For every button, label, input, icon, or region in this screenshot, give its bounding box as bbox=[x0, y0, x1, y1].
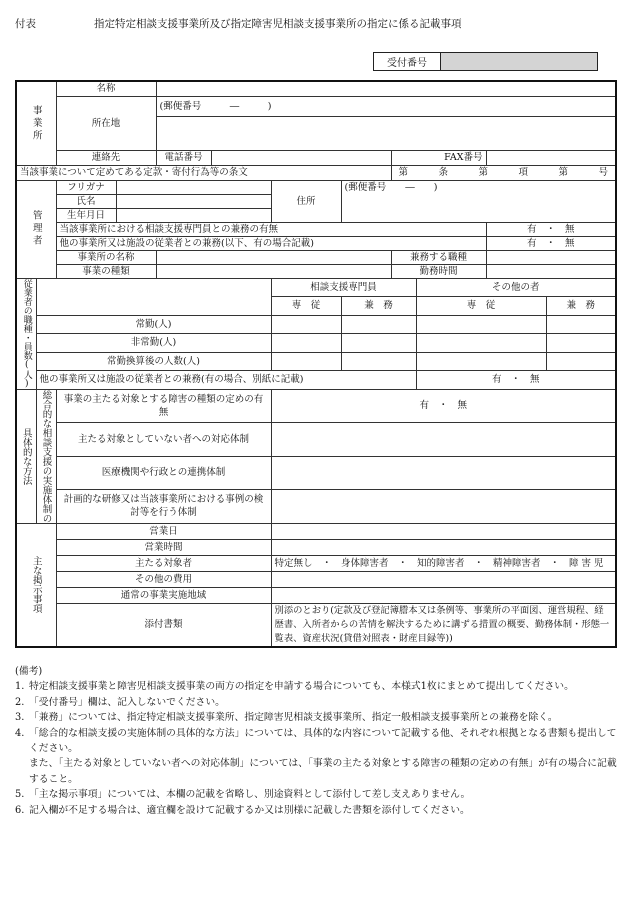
office-postal-field[interactable]: (郵便番号 ― ) bbox=[156, 96, 616, 116]
staff-cell[interactable] bbox=[341, 334, 416, 353]
support-item-1-choice[interactable]: 有 ・ 無 bbox=[271, 389, 616, 423]
staff-sub-full-2: 専 従 bbox=[416, 297, 546, 316]
note-number: 3. bbox=[15, 712, 25, 724]
manager-type-label: 事業の種類 bbox=[56, 264, 156, 278]
staff-cell[interactable] bbox=[271, 352, 341, 371]
staff-sub-full: 専 従 bbox=[271, 297, 341, 316]
support-item-2: 主たる対象としていない者への対応体制 bbox=[56, 423, 271, 457]
staff-row-converted: 常勤換算後の人数(人) bbox=[36, 352, 271, 371]
note-text: 「主な掲示事項」については、本欄の記載を省略し、別途資料として添付して差し支えありません。 bbox=[29, 789, 471, 801]
staff-cell[interactable] bbox=[416, 352, 546, 371]
note-text: 「総合的な相談支援の実施体制の具体的な方法」については、具体的な内容について記載する他、それぞれ根拠となる書類も提出してください。 bbox=[29, 727, 617, 755]
receipt-box bbox=[373, 52, 598, 71]
note-number: 5. bbox=[15, 789, 25, 801]
manager-furigana-field[interactable] bbox=[116, 180, 271, 194]
office-section-label: 事業所 bbox=[16, 81, 56, 165]
note-number: 1. bbox=[15, 681, 25, 693]
office-contact-label: 連絡先 bbox=[56, 150, 156, 165]
notice-other-fees-field[interactable] bbox=[271, 571, 616, 587]
office-address-field[interactable] bbox=[156, 116, 616, 150]
note-item bbox=[15, 803, 620, 818]
manager-address-field[interactable] bbox=[341, 194, 616, 222]
support-item-1: 事業の主たる対象とする障害の種類の定めの有無 bbox=[56, 389, 271, 423]
staff-col-other: その他の者 bbox=[416, 278, 616, 297]
notes-heading: (備考) bbox=[15, 666, 43, 677]
support-item-4-field[interactable] bbox=[271, 490, 616, 524]
note-number: 4. bbox=[15, 727, 25, 739]
manager-address-label: 住所 bbox=[271, 180, 341, 222]
articles-label: 当該事業について定めてある定款・寄付行為等の条文 bbox=[16, 165, 391, 180]
manager-postal-field[interactable]: (郵便番号 ― ) bbox=[341, 180, 616, 194]
staff-cell[interactable] bbox=[341, 315, 416, 334]
notice-section-label: 主な掲示事項 bbox=[16, 523, 56, 647]
manager-other-office-field[interactable] bbox=[156, 250, 391, 264]
note-item bbox=[15, 726, 620, 757]
manager-hours-label: 勤務時間 bbox=[391, 264, 486, 278]
form-title: 指定特定相談支援事業所及び指定障害児相談支援事業所の指定に係る記載事項 bbox=[94, 18, 462, 30]
office-fax-field[interactable] bbox=[486, 150, 616, 165]
staff-header-blank bbox=[36, 278, 271, 315]
manager-other-office-label: 事業所の名称 bbox=[56, 250, 156, 264]
office-fax-label: FAX番号 bbox=[391, 150, 486, 165]
manager-concurrent1-choice[interactable]: 有 ・ 無 bbox=[486, 222, 616, 236]
form-label: 付表 bbox=[15, 18, 36, 30]
manager-birth-label: 生年月日 bbox=[56, 208, 116, 222]
manager-hours-field[interactable] bbox=[486, 264, 616, 278]
support-item-2-field[interactable] bbox=[271, 423, 616, 457]
support-section-outer: 具体的な方法 bbox=[16, 389, 36, 523]
staff-row-fulltime: 常勤(人) bbox=[36, 315, 271, 334]
staff-cell[interactable] bbox=[416, 315, 546, 334]
manager-concurrent2-label: 他の事業所又は施設の従業者との兼務(以下、有の場合記載) bbox=[56, 236, 486, 250]
article-number-label-2: 第 bbox=[478, 167, 488, 178]
article-article-label: 条 bbox=[438, 167, 449, 178]
staff-section-label: 従業者の職種・員数(人) bbox=[16, 278, 36, 389]
staff-concurrent-label: 他の事業所又は施設の従業者との兼務(有の場合、別紙に記載) bbox=[36, 371, 416, 390]
note-text: 「受付番号」欄は、記入しないでください。 bbox=[29, 696, 225, 708]
note-item bbox=[15, 695, 620, 710]
staff-cell[interactable] bbox=[271, 315, 341, 334]
manager-type-field[interactable] bbox=[156, 264, 391, 278]
staff-cell[interactable] bbox=[416, 334, 546, 353]
notice-business-hours-field[interactable] bbox=[271, 539, 616, 555]
staff-cell[interactable] bbox=[271, 334, 341, 353]
notice-target-label: 主たる対象者 bbox=[56, 555, 271, 571]
staff-row-parttime: 非常勤(人) bbox=[36, 334, 271, 353]
note-item bbox=[15, 756, 620, 787]
manager-birth-field[interactable] bbox=[116, 208, 271, 222]
office-phone-label: 電話番号 bbox=[156, 150, 211, 165]
staff-cell[interactable] bbox=[546, 315, 616, 334]
office-name-label: 名称 bbox=[56, 81, 156, 96]
notice-area-field[interactable] bbox=[271, 587, 616, 603]
staff-sub-concurrent: 兼 務 bbox=[341, 297, 416, 316]
note-item bbox=[15, 787, 620, 802]
article-item-label: 号 bbox=[598, 167, 608, 178]
manager-concurrent1-label: 当該事業所における相談支援専門員との兼務の有無 bbox=[56, 222, 486, 236]
note-item bbox=[15, 679, 620, 694]
notes-section bbox=[15, 664, 620, 818]
support-item-3: 医療機関や行政との連携体制 bbox=[56, 456, 271, 490]
office-address-label: 所在地 bbox=[56, 96, 156, 150]
main-form bbox=[15, 80, 617, 648]
note-item bbox=[15, 710, 620, 725]
note-text: 記入欄が不足する場合は、適宜欄を設けて記載するか又は別様に記載した書類を添付してください。 bbox=[29, 804, 470, 816]
note-number: 6. bbox=[15, 804, 25, 816]
staff-cell[interactable] bbox=[546, 334, 616, 353]
manager-name-label: 氏名 bbox=[56, 194, 116, 208]
notice-target-choice[interactable]: 特定無し ・ 身体障害者 ・ 知的障害者 ・ 精神障害者 ・ 障 害 児 bbox=[271, 555, 616, 571]
receipt-number-field[interactable] bbox=[441, 53, 598, 71]
note-text: また、「主たる対象としていない者への対応体制」については、「事業の主たる対象とする障害の種類の定めの有無」が有の場合に記載すること。 bbox=[29, 758, 617, 785]
manager-duty-label: 兼務する職種 bbox=[391, 250, 486, 264]
support-item-3-field[interactable] bbox=[271, 456, 616, 490]
article-clause-label: 項 bbox=[518, 167, 528, 178]
article-number-label: 第 bbox=[398, 167, 409, 178]
attachments-label: 添付書類 bbox=[56, 603, 271, 647]
manager-concurrent2-choice[interactable]: 有 ・ 無 bbox=[486, 236, 616, 250]
receipt-label: 受付番号 bbox=[374, 53, 441, 71]
attachments-text: 別添のとおり(定款及び登記簿謄本又は条例等、事業所の平面図、運営規程、経歴書、入所者からの苦情を解決するために講ずる措置の概要、勤務体制・形態一覧表、資産状況(貸借対照表・財産目録等)) bbox=[271, 603, 616, 647]
notice-business-hours-label: 営業時間 bbox=[56, 539, 271, 555]
staff-sub-concurrent-2: 兼 務 bbox=[546, 297, 616, 316]
staff-cell[interactable] bbox=[341, 352, 416, 371]
staff-col-specialist: 相談支援専門員 bbox=[271, 278, 416, 297]
manager-furigana-label: フリガナ bbox=[56, 180, 116, 194]
office-name-field[interactable] bbox=[156, 81, 616, 96]
manager-name-field[interactable] bbox=[116, 194, 271, 208]
note-text: 「兼務」については、指定特定相談支援事業所、指定障害児相談支援事業所、指定一般相談支援事業所との兼務を除く。 bbox=[29, 712, 558, 724]
notice-business-days-field[interactable] bbox=[271, 523, 616, 539]
support-item-4: 計画的な研修又は当該事業所における事例の検討等を行う体制 bbox=[56, 490, 271, 524]
support-section-inner: 総合的な相談支援の実施体制の bbox=[36, 389, 56, 523]
articles-field[interactable] bbox=[391, 165, 616, 180]
notice-business-days-label: 営業日 bbox=[56, 523, 271, 539]
manager-duty-field[interactable] bbox=[486, 250, 616, 264]
staff-concurrent-choice[interactable]: 有 ・ 無 bbox=[416, 371, 616, 390]
note-number bbox=[15, 756, 29, 787]
staff-cell[interactable] bbox=[546, 352, 616, 371]
note-text: 特定相談支援事業と障害児相談支援事業の両方の指定を申請する場合についても、本様式1枚にまとめて提出してください。 bbox=[29, 681, 574, 693]
manager-section-label: 管理者 bbox=[16, 180, 56, 278]
article-number-label-3: 第 bbox=[558, 167, 568, 178]
notice-area-label: 通常の事業実施地域 bbox=[56, 587, 271, 603]
office-phone-field[interactable] bbox=[211, 150, 391, 165]
note-number: 2. bbox=[15, 696, 25, 708]
notice-other-fees-label: その他の費用 bbox=[56, 571, 271, 587]
